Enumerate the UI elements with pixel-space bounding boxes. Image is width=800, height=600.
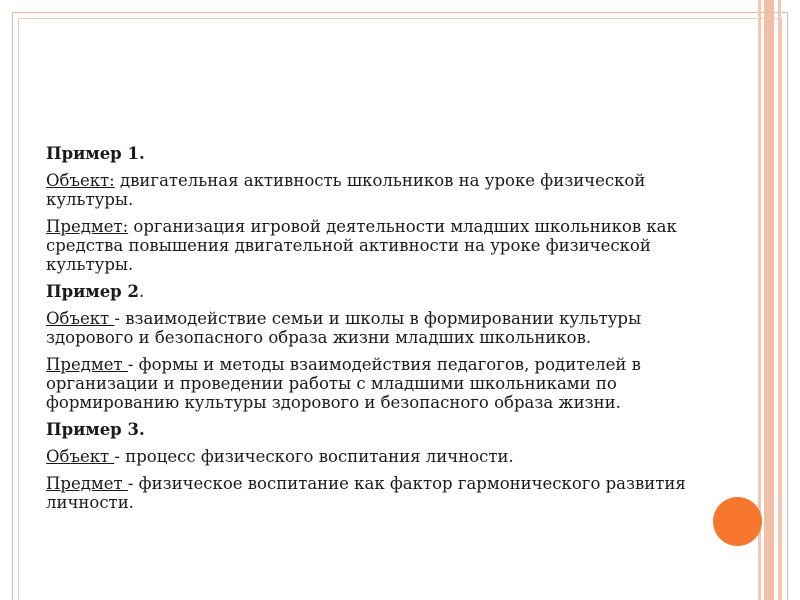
definition-text: - процесс физического воспитания личности. [114, 447, 514, 466]
definition-text: - физическое воспитание как фактор гармонического развития личности. [46, 474, 686, 512]
example-heading-text: Пример 3. [46, 420, 145, 439]
definition-text: - формы и методы взаимодействия педагогов, родителей в организации и проведении работы с младшими школьниками по формированию культуры здорового и безопасного образа жизни. [46, 355, 641, 412]
slide-body [46, 144, 696, 520]
definition-label: Объект [46, 309, 115, 328]
definition-paragraph [46, 355, 696, 412]
definition-label: Предмет [46, 355, 128, 374]
definition-label: Объект [46, 447, 115, 466]
definition-paragraph [46, 447, 696, 466]
example-heading [46, 282, 696, 301]
definition-text: организация игровой деятельности младших школьников как средства повышения двигательной активности на уроке физической культуры. [46, 217, 677, 274]
example-heading-text: Пример 1. [46, 144, 145, 163]
example-heading [46, 144, 696, 163]
example-heading [46, 420, 696, 439]
definition-label: Объект: [46, 171, 115, 190]
example-heading-suffix: . [138, 282, 145, 301]
definition-label: Предмет [46, 474, 128, 493]
definition-paragraph [46, 171, 696, 209]
definition-paragraph [46, 474, 696, 512]
definition-text: - взаимодействие семьи и школы в формировании культуры здорового и безопасного образа жизни младших школьников. [46, 309, 642, 347]
example-heading-text: Пример 2 [46, 282, 139, 301]
definition-label: Предмет: [46, 217, 129, 236]
decorative-circle-icon [713, 497, 762, 546]
decorative-stripe [778, 0, 781, 600]
definition-paragraph [46, 309, 696, 347]
definition-paragraph [46, 217, 696, 274]
decorative-stripe [764, 0, 774, 600]
definition-text: двигательная активность школьников на уроке физической культуры. [46, 171, 646, 209]
